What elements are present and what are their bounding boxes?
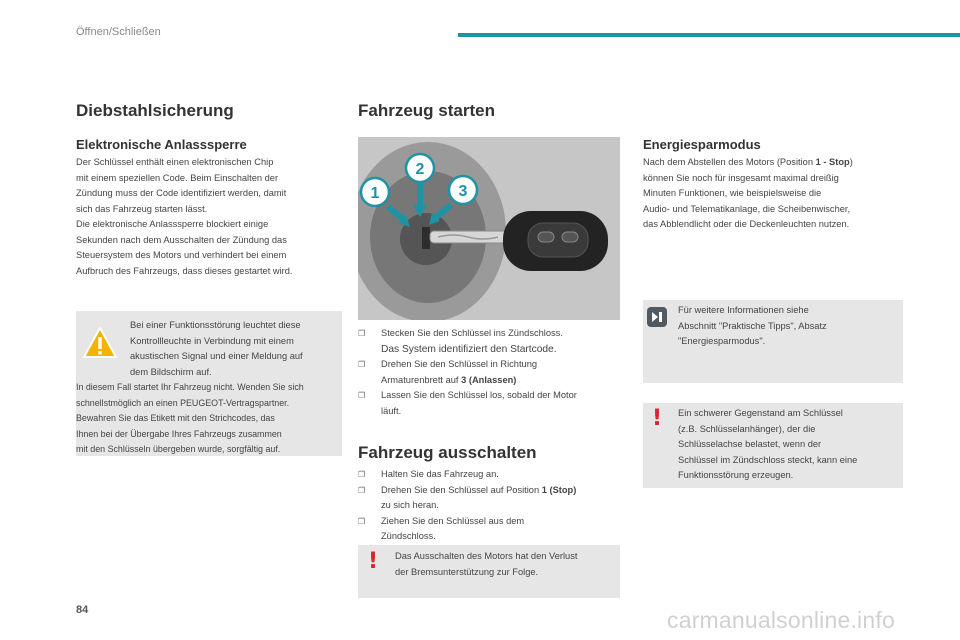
anlasssperre-paragraph: Der Schlüssel enthält einen elektronischen Chip mit einem speziellen Code. Beim Einschalten der Zündung muss der Code identifiziert werden, damit sich das Fahrzeug starten lässt. Die elektronische Anlasssperre blockiert einige Sekunden nach dem Ausschalten der Zündung das Steuersystem des Motors und verhindert bei einem Aufbruch des Fahrzeugs, dass dieses gestartet wird. <box>76 157 293 276</box>
list-item: ❒ Drehen Sie den Schlüssel auf Position 1 (Stop) zu sich heran. <box>358 484 577 510</box>
position-marker-2 <box>406 154 434 182</box>
subheading-energiesparmodus: Energiesparmodus <box>643 137 761 152</box>
list-item: ❒ Lassen Sie den Schlüssel los, sobald der Motor läuft. <box>358 390 577 416</box>
position-markers-overlay <box>358 137 620 320</box>
exclamation-icon: ! <box>652 406 663 431</box>
svg-text:1: 1 <box>370 185 380 202</box>
heading-fahrzeug-ausschalten: Fahrzeug ausschalten <box>358 443 537 462</box>
info-box-text: Für weitere Informationen siehe Abschnitt "Praktische Tipps", Absatz "Energiesparmodus". <box>678 305 827 346</box>
start-steps-list <box>358 326 620 419</box>
list-item: ❒ Ziehen Sie den Schlüssel aus dem Zündschloss. <box>358 515 525 541</box>
checkbox-bullet-icon: ❒ <box>358 485 366 495</box>
checkbox-bullet-icon: ❒ <box>358 391 366 400</box>
stop-steps-list <box>358 467 620 545</box>
position-marker-1 <box>361 178 389 206</box>
immobilizer-warning-intro: Bei einer Funktionsstörung leuchtet diese Kontrollleuchte in Verbindung mit einem akustischen Signal und einer Meldung auf dem Bildschirm auf. <box>130 320 303 377</box>
subheading-anlasssperre: Elektronische Anlasssperre <box>76 137 247 152</box>
page-number: 84 <box>76 604 89 616</box>
page-section-title: Öffnen/Schließen <box>76 26 161 38</box>
list-item: ❒ Stecken Sie den Schlüssel ins Zündschloss. Das System identifiziert den Startcode. <box>358 328 563 355</box>
immobilizer-warning-text: In diesem Fall startet Ihr Fahrzeug nicht. Wenden Sie sich schnellstmöglich an einen PEUGEOT-Vertragspartner. Bewahren Sie das Etikett mit den Strichcodes, das Ihnen bei der Übergabe Ihres Fahrzeugs zusammen mit den Schlüsseln übergeben wurde, sorgfältig auf. <box>76 382 304 454</box>
warning-triangle-icon <box>82 326 118 359</box>
heading-fahrzeug-starten: Fahrzeug starten <box>358 101 495 120</box>
header-accent-bar <box>458 33 960 37</box>
checkbox-bullet-icon: ❒ <box>358 516 366 526</box>
checkbox-bullet-icon: ❒ <box>358 470 366 479</box>
exclamation-icon: ! <box>368 549 379 574</box>
position-marker-3 <box>449 176 477 204</box>
checkbox-bullet-icon: ❒ <box>358 329 366 338</box>
watermark: carmanualsonline.info <box>667 607 895 633</box>
heading-diebstahlsicherung: Diebstahlsicherung <box>76 101 234 120</box>
svg-text:2: 2 <box>415 161 425 178</box>
brake-warning-text: Das Ausschalten des Motors hat den Verlust der Bremsunterstützung zur Folge. <box>395 551 578 577</box>
keyring-warning-text: Ein schwerer Gegenstand am Schlüssel (z.B. Schlüsselanhänger), der die Schlüsselachse belastet, wenn der Schlüssel im Zündschloss steckt, kann eine Funktionsstörung erzeugen. <box>678 408 858 480</box>
checkbox-bullet-icon: ❒ <box>358 360 366 369</box>
list-item: ❒ Drehen Sie den Schlüssel in Richtung Armaturenbrett auf 3 (Anlassen) <box>358 359 538 385</box>
arrow-3-icon <box>434 205 451 219</box>
next-arrow-icon <box>647 307 667 327</box>
energiesparmodus-paragraph: Nach dem Abstellen des Motors (Position 1 - Stop) können Sie noch für insgesamt maximal dreißig Minuten Funktionen, wie beispielsweise die Audio- und Telematikanlage, die Scheibenwischer, das Abblendlicht oder die Deckenleuchten nutzen. <box>643 157 853 229</box>
svg-text:3: 3 <box>458 183 468 200</box>
list-item: ❒ Halten Sie das Fahrzeug an. <box>358 467 620 483</box>
